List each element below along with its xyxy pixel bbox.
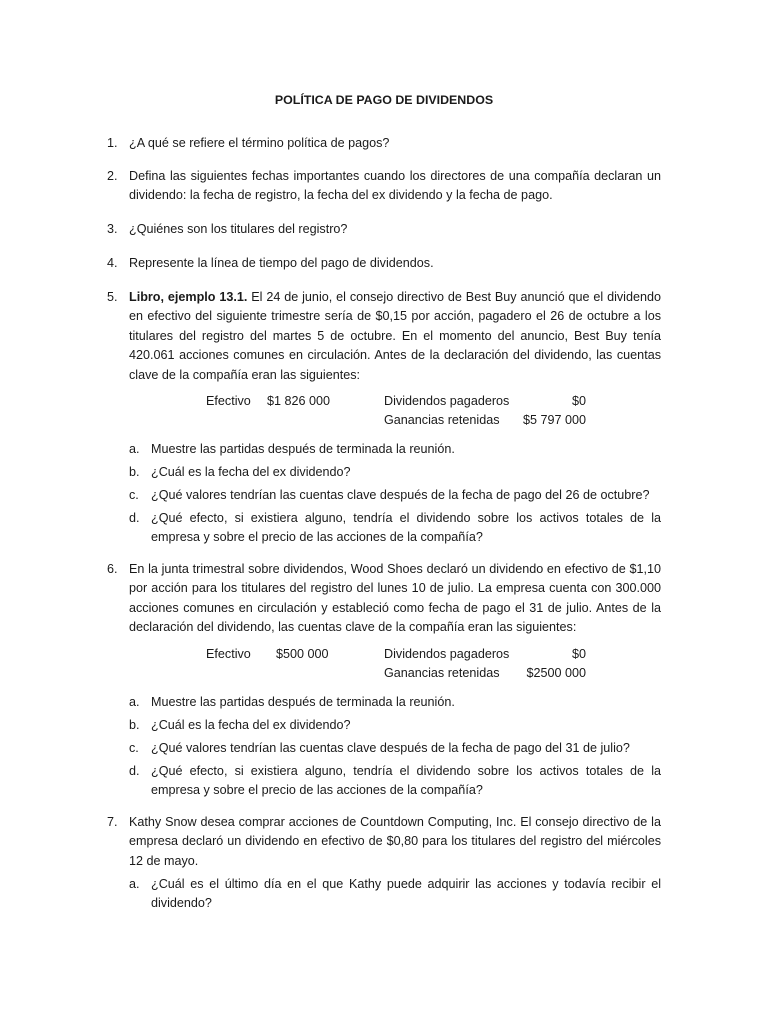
sub-item-letter: c. <box>129 487 139 502</box>
question-4 <box>107 254 661 273</box>
question-text: Kathy Snow desea comprar acciones de Countdown Computing, Inc. El consejo directivo de la empresa declaró un dividendo en efectivo de $0,80 para los titulares del registro del miércoles 12 de mayo. <box>129 815 661 868</box>
question-number: 2. <box>107 169 118 183</box>
sub-item-letter: b. <box>129 717 140 732</box>
sub-item-text: ¿Cuál es el último día en el que Kathy puede adquirir las acciones y todavía recibir el dividendo? <box>151 877 661 911</box>
sub-item-text: ¿Cuál es la fecha del ex dividendo? <box>151 717 351 732</box>
sub-item-letter: d. <box>129 510 140 525</box>
sub-item-letter: d. <box>129 763 140 778</box>
sub-item-text: Muestre las partidas después de terminada la reunión. <box>151 695 455 709</box>
question-number: 1. <box>107 136 118 150</box>
question-number: 3. <box>107 222 118 236</box>
question-5 <box>107 288 661 385</box>
account-cash-label: Efectivo <box>206 647 251 661</box>
sub-item <box>129 875 661 914</box>
account-cash-label: Efectivo <box>206 394 251 408</box>
question-text: Represente la línea de tiempo del pago de dividendos. <box>129 256 434 270</box>
sub-item-letter: a. <box>129 442 140 456</box>
sub-item-text: ¿Qué efecto, si existiera alguno, tendría el dividendo sobre los activos totales de la empresa y sobre el precio de las acciones de la compañía? <box>151 510 661 545</box>
question-number: 4. <box>107 256 118 270</box>
sub-item <box>129 739 661 758</box>
question-3 <box>107 220 661 239</box>
question-text: ¿A qué se refiere el término política de pagos? <box>129 136 390 150</box>
question-5-subitems <box>129 440 661 551</box>
question-bold-lead: Libro, ejemplo 13.1. <box>129 290 248 304</box>
question-text: Defina las siguientes fechas importantes cuando los directores de una compañía declaran un dividendo: la fecha de registro, la fecha del ex dividendo y la fecha de pago. <box>129 169 661 203</box>
question-number: 6. <box>107 562 118 576</box>
sub-item-letter: c. <box>129 740 139 755</box>
question-text <box>129 288 661 385</box>
sub-item-letter: a. <box>129 877 140 891</box>
sub-item <box>129 762 661 801</box>
account-retained-value: $5 797 000 <box>522 413 586 427</box>
sub-item <box>129 716 661 735</box>
account-dividends-label: Dividendos pagaderos <box>384 647 510 661</box>
account-cash-value: $1 826 000 <box>267 394 331 408</box>
account-cash-value: $500 000 <box>276 647 329 661</box>
sub-item <box>129 440 661 459</box>
account-dividends-label: Dividendos pagaderos <box>384 394 510 408</box>
sub-item-letter: a. <box>129 695 140 709</box>
account-retained-label: Ganancias retenidas <box>384 666 500 680</box>
sub-item-text: ¿Qué efecto, si existiera alguno, tendría el dividendo sobre los activos totales de la empresa y sobre el precio de las acciones de la compañía? <box>151 763 661 798</box>
sub-item-text: ¿Cuál es la fecha del ex dividendo? <box>151 464 351 479</box>
question-number: 7. <box>107 815 118 829</box>
question-text: En la junta trimestral sobre dividendos, Wood Shoes declaró un dividendo en efectivo de $1,10 por acción para los titulares del registro del lunes 10 de julio. La empresa cuenta con 300.000 acciones comunes en circulación y estableció como fecha de pago el 31 de julio. Antes de la declaración del dividendo, las cuentas clave de la compañía eran las siguientes: <box>129 562 661 635</box>
account-retained-value: $2500 000 <box>526 666 586 680</box>
question-6-subitems <box>129 693 661 804</box>
question-2 <box>107 167 661 206</box>
question-7 <box>107 813 661 871</box>
sub-item-text: ¿Qué valores tendrían las cuentas clave después de la fecha de pago del 26 de octubre? <box>151 487 650 502</box>
account-dividends-value: $0 <box>571 394 586 408</box>
sub-item <box>129 693 661 712</box>
sub-item <box>129 463 661 482</box>
sub-item-text: ¿Qué valores tendrían las cuentas clave después de la fecha de pago del 31 de julio? <box>151 740 630 755</box>
question-number: 5. <box>107 290 118 304</box>
account-dividends-value: $0 <box>571 647 586 661</box>
question-text: ¿Quiénes son los titulares del registro? <box>129 222 348 236</box>
sub-item-text: Muestre las partidas después de terminada la reunión. <box>151 442 455 456</box>
page-title: POLÍTICA DE PAGO DE DIVIDENDOS <box>274 93 494 107</box>
sub-item <box>129 509 661 548</box>
account-retained-label: Ganancias retenidas <box>384 413 500 427</box>
question-7-subitems <box>129 875 661 917</box>
sub-item <box>129 486 661 505</box>
question-body: El 24 de junio, el consejo directivo de Best Buy anunció que el dividendo en efectivo del siguiente trimestre sería de $0,15 por acción, pagadero el 26 de octubre a los titulares del registro del martes 5 de octubre. En el momento del anuncio, Best Buy tenía 420.061 acciones comunes en circulación. Antes de la declaración del dividendo, las cuentas clave de la compañía eran las siguientes: <box>129 290 661 382</box>
sub-item-letter: b. <box>129 464 140 479</box>
question-1 <box>107 134 661 153</box>
question-6 <box>107 560 661 638</box>
